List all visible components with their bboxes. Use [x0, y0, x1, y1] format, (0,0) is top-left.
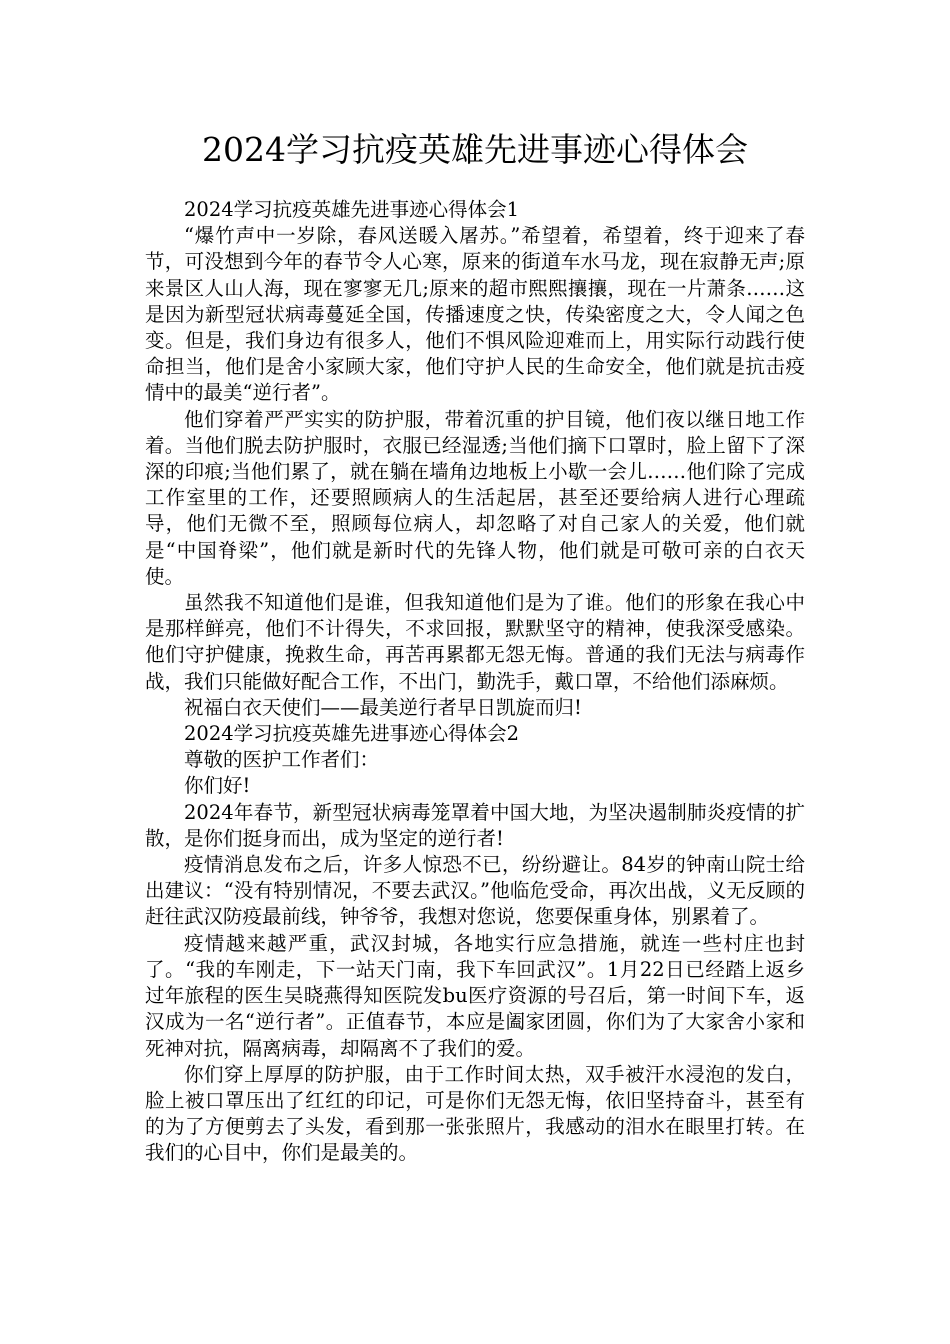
paragraph: 你们穿上厚厚的防护服，由于工作时间太热，双手被汗水浸泡的发白，脸上被口罩压出了红红的印记，可是你们无怨无悔，依旧坚持奋斗，甚至有的为了方便剪去了头发，看到那一张张照片，我感动的泪水在眼里打转。在我们的心目中，你们是最美的。: [145, 1062, 805, 1165]
paragraph: 疫情越来越严重，武汉封城，各地实行应急措施，就连一些村庄也封了。“我的车刚走，下一站天门南，我下车回武汉”。1月22日已经踏上返乡过年旅程的医生吴晓燕得知医院发bu医疗资源的号召后，第一时间下车，返汉成为一名“逆行者”。正值春节，本应是阖家团圆，你们为了大家舍小家和死神对抗，隔离病毒，却隔离不了我们的爱。: [145, 931, 805, 1060]
section-heading-1: 2024学习抗疫英雄先进事迹心得体会1: [184, 198, 520, 221]
document-title: 2024学习抗疫英雄先进事迹心得体会: [202, 130, 748, 169]
greeting: 你们好!: [184, 774, 251, 798]
paragraph: 2024年春节，新型冠状病毒笼罩着中国大地，为坚决遏制肺炎疫情的扩散，是你们挺身而出，成为坚定的逆行者!: [145, 800, 805, 850]
paragraph: 疫情消息发布之后，许多人惊恐不已，纷纷避让。84岁的钟南山院士给出建议：“没有特别情况，不要去武汉。”他临危受命，再次出战，义无反顾的赶往武汉防疫最前线，钟爷爷，我想对您说，您要保重身体，别累着了。: [145, 853, 805, 929]
document-body: [145, 197, 805, 1167]
paragraph: “爆竹声中一岁除，春风送暖入屠苏。”希望着，希望着，终于迎来了春节，可没想到今年的春节令人心寒，原来的街道车水马龙，现在寂静无声;原来景区人山人海，现在寥寥无几;原来的超市熙熙攘攘，现在一片萧条……这是因为新型冠状病毒蔓延全国，传播速度之快，传染密度之大，令人闻之色变。但是，我们身边有很多人，他们不惧风险迎难而上，用实际行动践行使命担当，他们是舍小家顾大家，他们守护人民的生命安全，他们就是抗击疫情中的最美“逆行者”。: [145, 224, 805, 405]
paragraph: 他们穿着严严实实的防护服，带着沉重的护目镜，他们夜以继日地工作着。当他们脱去防护服时，衣服已经湿透;当他们摘下口罩时，脸上留下了深深的印痕;当他们累了，就在躺在墙角边地板上小歇一会儿……他们除了完成工作室里的工作，还要照顾病人的生活起居，甚至还要给病人进行心理疏导，他们无微不至，照顾每位病人，却忽略了对自己家人的关爱，他们就是“中国脊梁”，他们就是新时代的先锋人物，他们就是可敬可亲的白衣天使。: [145, 407, 805, 588]
paragraph: 祝福白衣天使们——最美逆行者早日凯旋而归!: [184, 695, 582, 719]
section-heading-2: 2024学习抗疫英雄先进事迹心得体会2: [184, 722, 520, 746]
salutation: 尊敬的医护工作者们：: [184, 748, 380, 772]
paragraph: 虽然我不知道他们是谁，但我知道他们是为了谁。他们的形象在我心中是那样鲜亮，他们不计得失，不求回报，默默坚守的精神，使我深受感染。他们守护健康，挽救生命，再苦再累都无怨无悔。普通的我们无法与病毒作战，我们只能做好配合工作，不出门，勤洗手，戴口罩，不给他们添麻烦。: [145, 591, 805, 693]
